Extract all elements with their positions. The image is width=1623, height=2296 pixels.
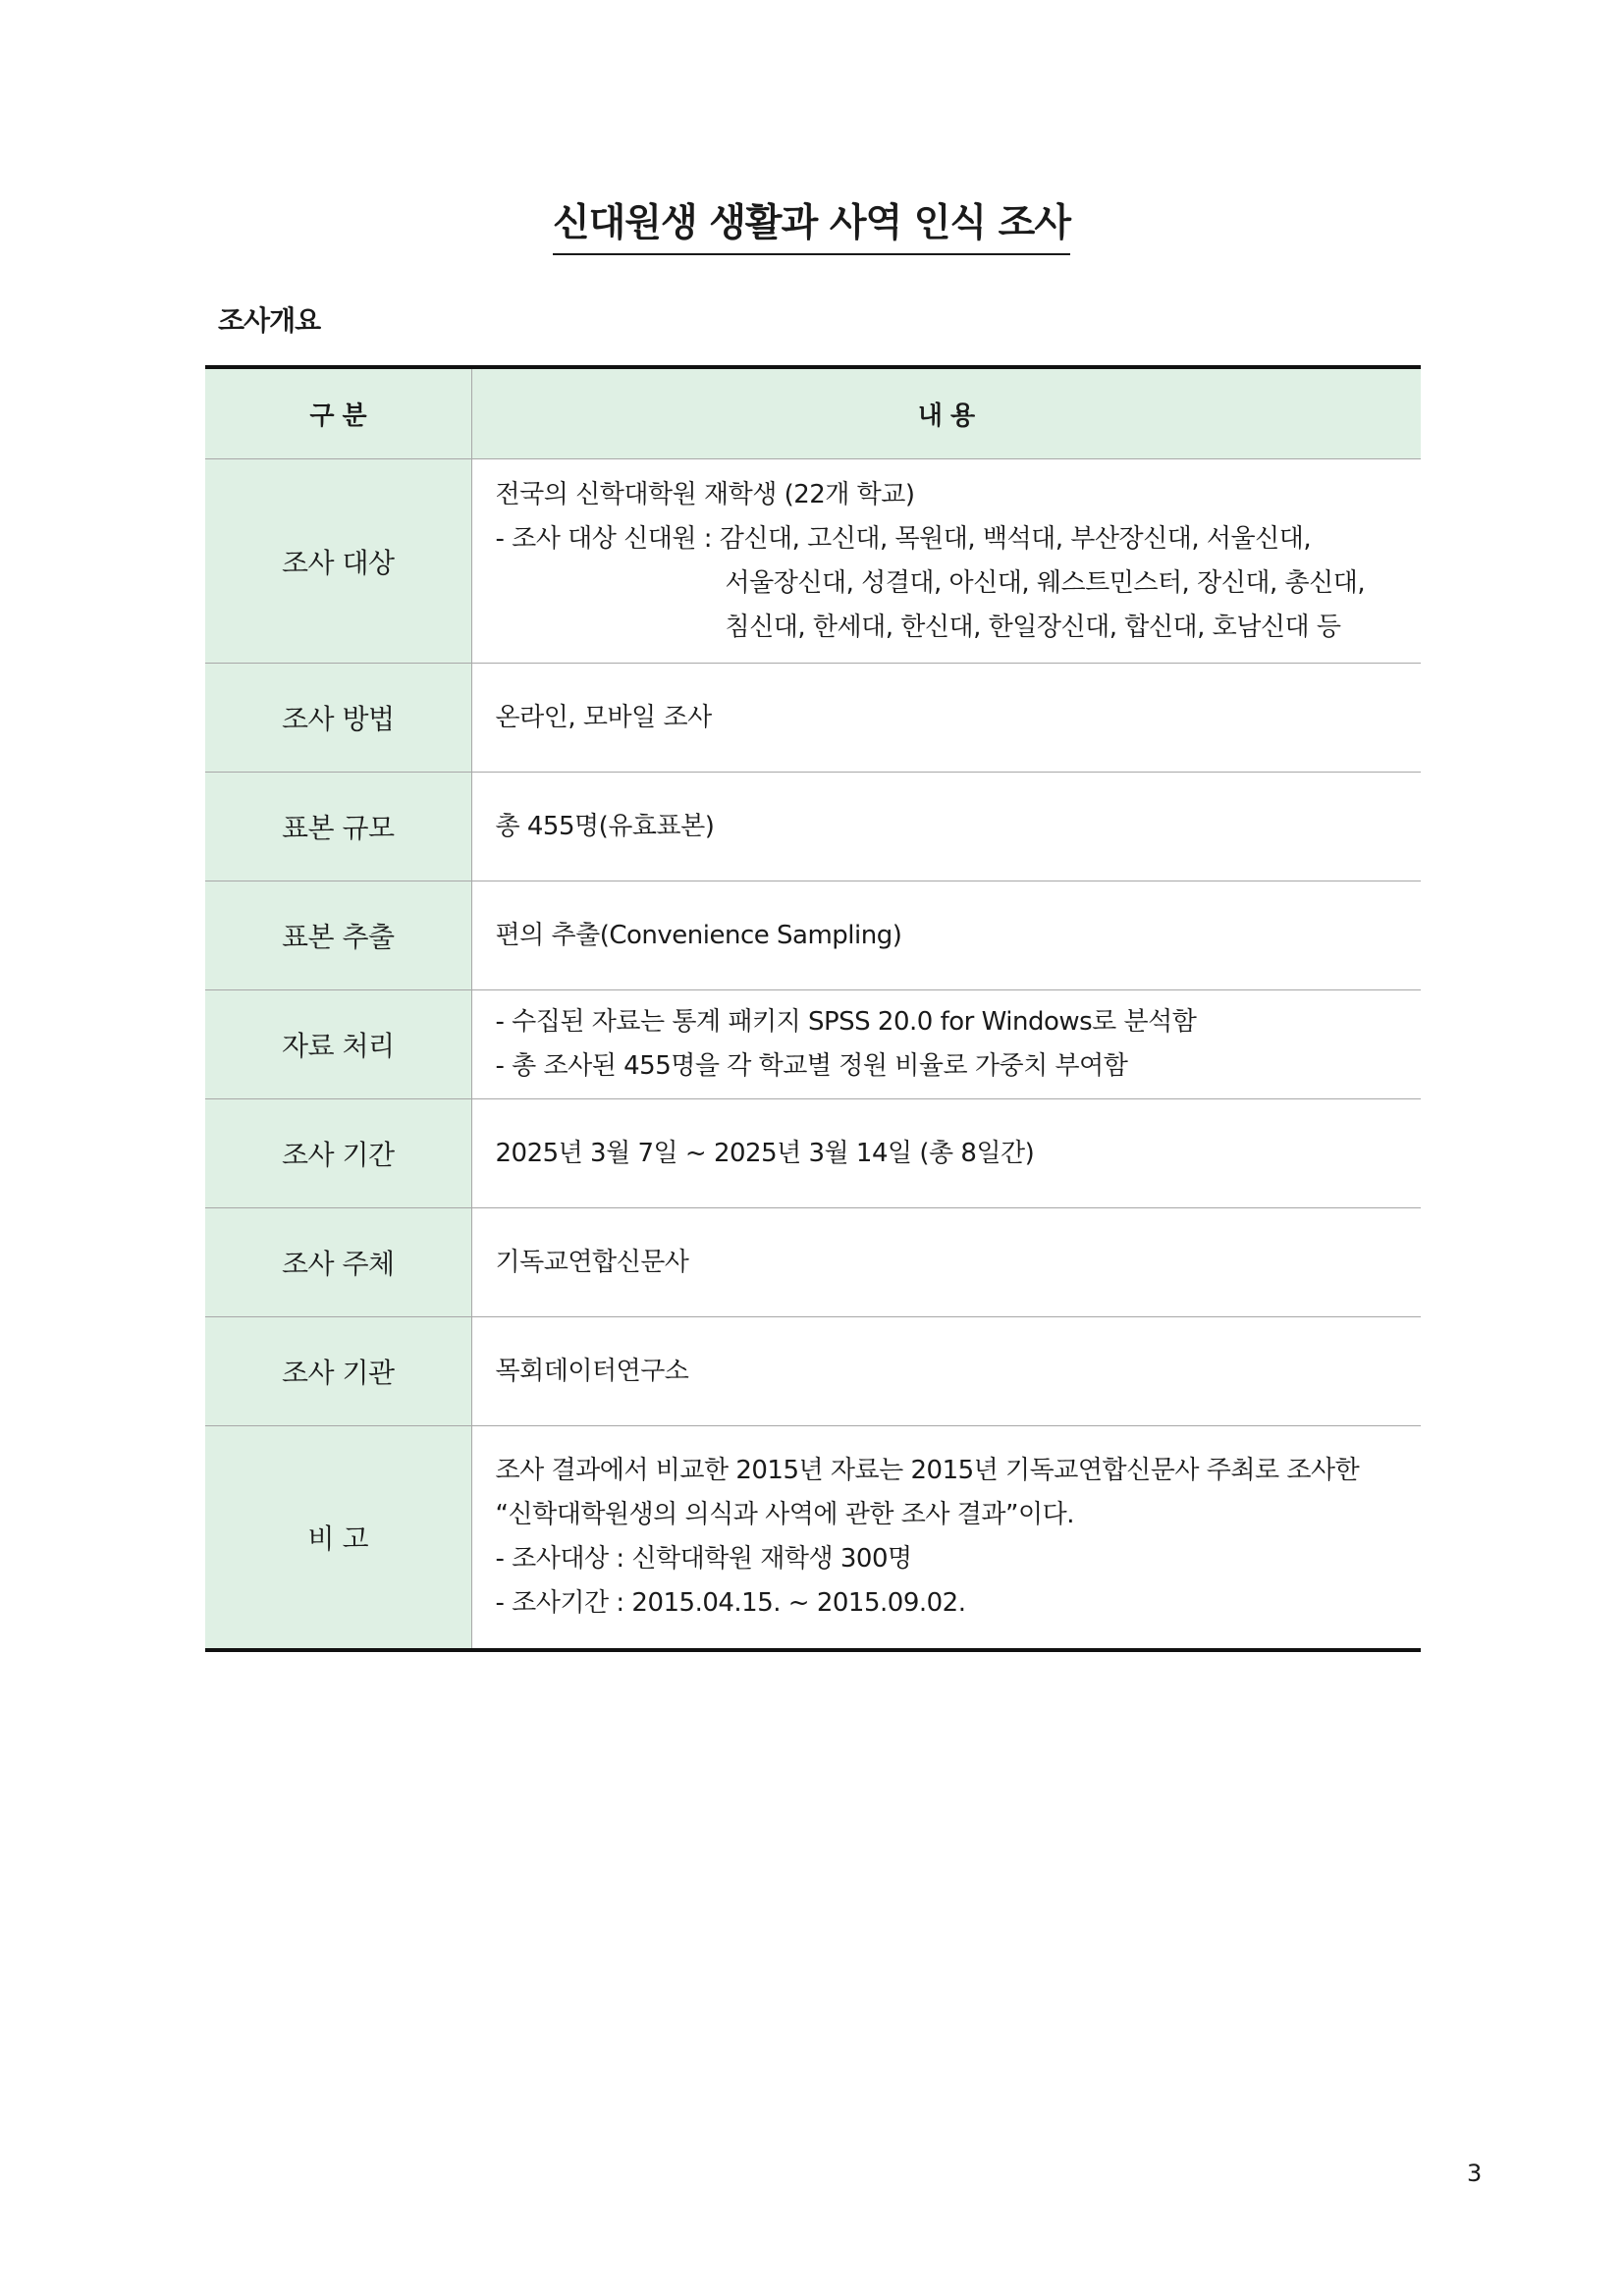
row-content-remarks bbox=[471, 1426, 1421, 1650]
content-line: 조사 결과에서 비교한 2015년 자료는 2015년 기독교연합신문사 주최로 조사한 bbox=[495, 1455, 1360, 1485]
row-content-sampling bbox=[471, 881, 1421, 990]
table-header-row bbox=[205, 367, 1421, 459]
row-label-sampling: 표본 추출 bbox=[205, 881, 471, 990]
row-label-agency: 조사 기관 bbox=[205, 1317, 471, 1426]
table-row bbox=[205, 881, 1421, 990]
content-line: 서울장신대, 성결대, 아신대, 웨스트민스터, 장신대, 총신대, bbox=[725, 567, 1366, 598]
content-line: - 수집된 자료는 통계 패키지 SPSS 20.0 for Windows로 분석함 bbox=[495, 1007, 1197, 1037]
content-line: - 조사대상 : 신학대학원 재학생 300명 bbox=[495, 1543, 912, 1574]
content-line: - 조사기간 : 2015.04.15. ~ 2015.09.02. bbox=[495, 1587, 966, 1618]
content-line: “신학대학원생의 의식과 사역에 관한 조사 결과”이다. bbox=[495, 1499, 1074, 1529]
content-line: - 조사 대상 신대원 : 감신대, 고신대, 목원대, 백석대, 부산장신대, 서울신대, bbox=[495, 523, 1312, 554]
row-label-sample-size: 표본 규모 bbox=[205, 773, 471, 881]
content-line: 총 455명(유효표본) bbox=[495, 811, 715, 841]
table-row bbox=[205, 990, 1421, 1099]
page-number: 3 bbox=[1467, 2160, 1483, 2187]
table-row bbox=[205, 1208, 1421, 1317]
table-row bbox=[205, 1426, 1421, 1650]
content-line: 기독교연합신문사 bbox=[495, 1247, 689, 1277]
table-row bbox=[205, 1317, 1421, 1426]
content-line: 목회데이터연구소 bbox=[495, 1356, 689, 1386]
row-content-agency bbox=[471, 1317, 1421, 1426]
row-label-target: 조사 대상 bbox=[205, 459, 471, 664]
row-label-period: 조사 기간 bbox=[205, 1099, 471, 1208]
table-row bbox=[205, 664, 1421, 773]
page-title-text: 신대원생 생활과 사역 인식 조사 bbox=[553, 192, 1070, 255]
section-heading: 조사개요 bbox=[218, 304, 321, 337]
row-content-period bbox=[471, 1099, 1421, 1208]
header-category: 구 분 bbox=[205, 367, 471, 459]
row-content-method bbox=[471, 664, 1421, 773]
content-line: 편의 추출(Convenience Sampling) bbox=[495, 920, 902, 950]
content-line: 침신대, 한세대, 한신대, 한일장신대, 합신대, 호남신대 등 bbox=[725, 612, 1341, 642]
content-line: 전국의 신학대학원 재학생 (22개 학교) bbox=[495, 479, 915, 509]
content-line: 2025년 3월 7일 ~ 2025년 3월 14일 (총 8일간) bbox=[495, 1138, 1035, 1168]
table-row bbox=[205, 1099, 1421, 1208]
header-content: 내 용 bbox=[471, 367, 1421, 459]
content-line: 온라인, 모바일 조사 bbox=[495, 702, 712, 732]
row-label-processing: 자료 처리 bbox=[205, 990, 471, 1099]
content-line: - 총 조사된 455명을 각 학교별 정원 비율로 가중치 부여함 bbox=[495, 1051, 1128, 1081]
row-content-sample-size bbox=[471, 773, 1421, 881]
survey-overview-table bbox=[205, 365, 1421, 1652]
row-content-organizer bbox=[471, 1208, 1421, 1317]
page-title bbox=[0, 192, 1623, 255]
row-label-organizer: 조사 주체 bbox=[205, 1208, 471, 1317]
row-content-processing bbox=[471, 990, 1421, 1099]
table-row bbox=[205, 459, 1421, 664]
table-row bbox=[205, 773, 1421, 881]
row-label-remarks: 비 고 bbox=[205, 1426, 471, 1650]
row-content-target bbox=[471, 459, 1421, 664]
row-label-method: 조사 방법 bbox=[205, 664, 471, 773]
